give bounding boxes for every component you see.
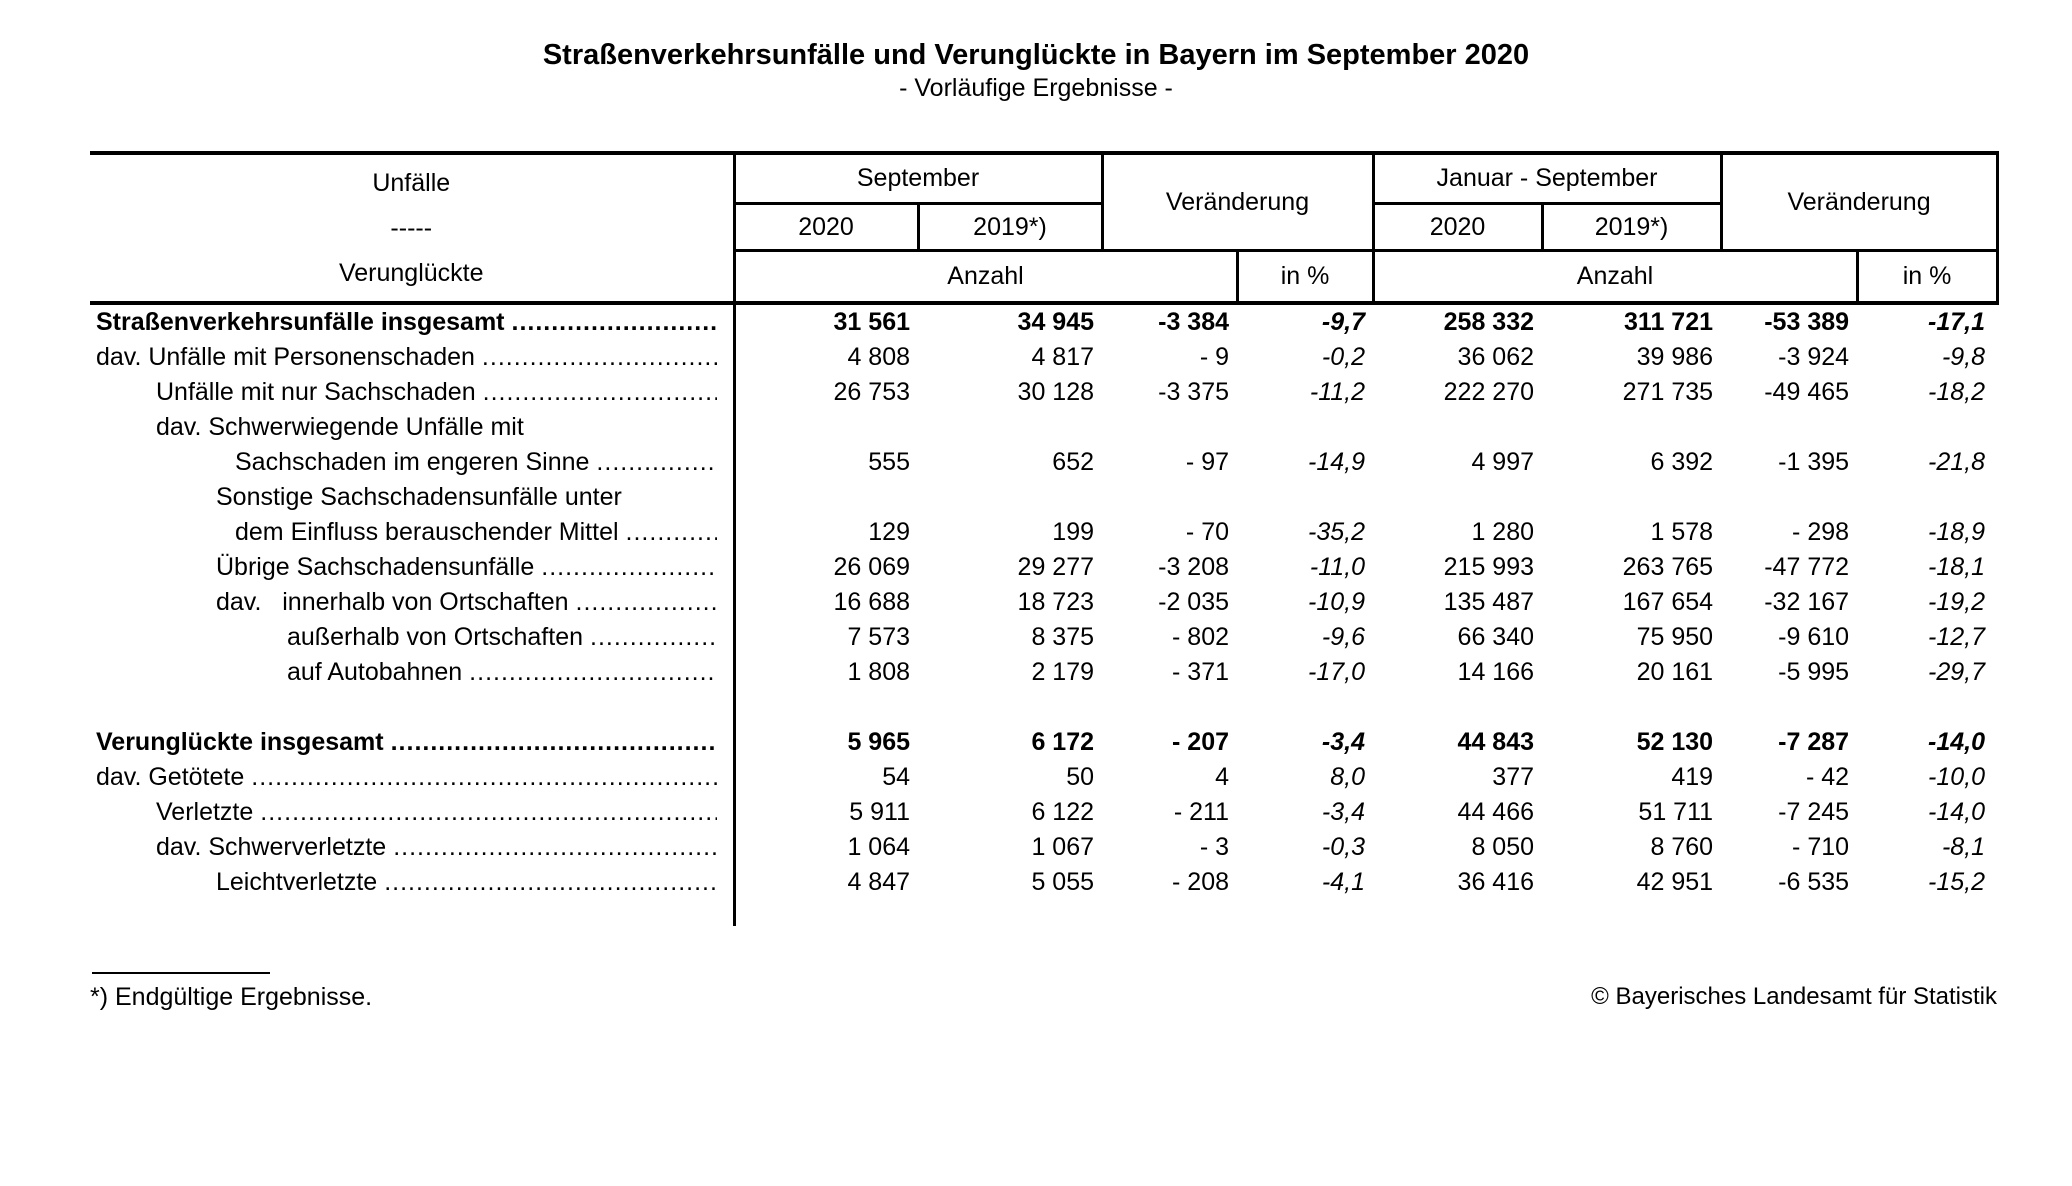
dot-leader — [482, 343, 717, 372]
value-cell: -3 375 — [1158, 378, 1230, 406]
dot-leader — [384, 868, 716, 897]
value-cell: -9 610 — [1778, 623, 1850, 651]
value-cell: 52 130 — [1636, 728, 1714, 756]
value-cell: - 3 — [1199, 833, 1230, 861]
header-september: September — [734, 153, 1102, 204]
value-cell: -5 995 — [1778, 658, 1850, 686]
value-cell: 8 375 — [1031, 623, 1095, 651]
dot-leader — [576, 588, 717, 617]
value-cell: 18 723 — [1017, 588, 1095, 616]
value-cell: 1 067 — [1031, 833, 1095, 861]
value-cell — [1721, 480, 1857, 515]
value-cell: 30 128 — [1017, 378, 1095, 406]
value-cell: -10,0 — [1928, 763, 1986, 791]
footnote-text: *) Endgültige Ergebnisse. — [90, 983, 373, 1011]
header-change-januar-september: Veränderung — [1721, 153, 1997, 251]
value-cell: - 97 — [1185, 448, 1230, 476]
header-januar-september: Januar - September — [1373, 153, 1721, 204]
value-cell — [1721, 690, 1857, 725]
value-cell: 4 847 — [734, 865, 918, 900]
table-row — [90, 480, 1997, 515]
value-cell: 29 277 — [1017, 553, 1095, 581]
header-anzahl-js: Anzahl — [1373, 251, 1857, 304]
row-label — [90, 830, 734, 865]
row-label-text: auf Autobahnen — [287, 658, 463, 686]
header-year-2020-sep: 2020 — [734, 204, 918, 251]
value-cell: 51 711 — [1638, 798, 1714, 826]
value-cell: -53 389 — [1764, 308, 1850, 336]
value-cell: 5 055 — [1031, 868, 1095, 896]
value-cell: 6 172 — [1031, 728, 1095, 756]
row-label — [90, 655, 734, 690]
row-label — [90, 620, 734, 655]
value-cell: -9,8 — [1941, 343, 1986, 371]
value-cell: -17,1 — [1928, 308, 1986, 336]
value-cell: - 208 — [1172, 868, 1230, 896]
value-cell: -47 772 — [1764, 553, 1850, 581]
value-cell: 8 050 — [1471, 833, 1535, 861]
value-cell: - 207 — [1172, 728, 1230, 756]
value-cell — [1721, 410, 1857, 445]
value-cell: -17,0 — [1308, 658, 1366, 686]
row-label — [90, 410, 734, 445]
value-cell: 129 — [734, 515, 918, 550]
value-cell: 419 — [1671, 763, 1714, 791]
value-cell: - 802 — [1172, 623, 1230, 651]
dot-leader — [590, 623, 717, 652]
value-cell: - 371 — [1172, 658, 1230, 686]
value-cell: -4,1 — [1321, 868, 1366, 896]
value-cell — [918, 410, 1102, 445]
value-cell — [734, 480, 918, 515]
value-cell: - 42 — [1805, 763, 1850, 791]
row-label-text: dav. Getötete — [96, 763, 245, 791]
value-cell: 31 561 — [734, 303, 918, 340]
dot-leader — [391, 728, 717, 757]
value-cell: -18,2 — [1928, 378, 1986, 406]
value-cell: - 298 — [1792, 518, 1850, 546]
value-cell: 311 721 — [1624, 308, 1714, 336]
value-cell — [734, 900, 918, 926]
value-cell: - 211 — [1173, 798, 1230, 826]
row-label-text: Straßenverkehrsunfälle insgesamt — [96, 308, 505, 336]
value-cell: 4 997 — [1471, 448, 1535, 476]
value-cell: -18,9 — [1928, 518, 1986, 546]
value-cell — [1857, 410, 1997, 445]
header-year-2020-js: 2020 — [1373, 204, 1542, 251]
footer — [90, 926, 1997, 1012]
stub-line-unfaelle: Unfälle — [372, 168, 451, 197]
dot-leader — [512, 308, 717, 337]
value-cell: -14,9 — [1308, 448, 1366, 476]
header-year-2019-js: 2019*) — [1542, 204, 1721, 251]
row-label — [90, 795, 734, 830]
value-cell: 6 122 — [1031, 798, 1095, 826]
value-cell: 222 270 — [1443, 378, 1535, 406]
value-cell: 42 951 — [1636, 868, 1714, 896]
value-cell: -21,8 — [1928, 448, 1986, 476]
value-cell: 16 688 — [734, 585, 918, 620]
value-cell — [734, 690, 918, 725]
table-row — [90, 375, 1997, 410]
value-cell: 50 — [1066, 763, 1095, 791]
value-cell: 8 760 — [1650, 833, 1714, 861]
value-cell — [1373, 410, 1542, 445]
footnote-rule — [92, 972, 270, 974]
value-cell — [1373, 690, 1542, 725]
table-row — [90, 795, 1997, 830]
value-cell — [918, 480, 1102, 515]
value-cell: 215 993 — [1443, 553, 1535, 581]
value-cell: -8,1 — [1941, 833, 1986, 861]
row-label-text: dav. innerhalb von Ortschaften — [216, 588, 569, 616]
value-cell — [1102, 690, 1237, 725]
value-cell: - 70 — [1185, 518, 1230, 546]
header-year-2019-sep: 2019*) — [918, 204, 1102, 251]
row-label — [90, 585, 734, 620]
value-cell — [1857, 900, 1997, 926]
value-cell: 34 945 — [1017, 308, 1095, 336]
row-label-text: Verletzte — [156, 798, 254, 826]
copyright-text: © Bayerisches Landesamt für Statistik — [1591, 983, 1997, 1010]
value-cell — [1373, 900, 1542, 926]
value-cell: -29,7 — [1928, 658, 1986, 686]
value-cell: 44 843 — [1457, 728, 1535, 756]
value-cell: -3 208 — [1158, 553, 1230, 581]
value-cell: 4 817 — [1031, 343, 1095, 371]
dot-leader — [251, 763, 716, 792]
value-cell: 8,0 — [1330, 763, 1366, 791]
value-cell — [1102, 410, 1237, 445]
value-cell: 1 808 — [734, 655, 918, 690]
row-label-text: außerhalb von Ortschaften — [287, 623, 583, 651]
header-pct-sep: in % — [1237, 251, 1373, 304]
table-row — [90, 725, 1997, 760]
value-cell — [1542, 690, 1721, 725]
value-cell: 135 487 — [1443, 588, 1535, 616]
row-label — [90, 375, 734, 410]
value-cell — [1373, 480, 1542, 515]
stub-line-verungglueckte: Verunglückte — [338, 258, 484, 287]
stats-table — [90, 151, 1999, 926]
value-cell — [1542, 900, 1721, 926]
value-cell: 26 753 — [734, 375, 918, 410]
value-cell: 66 340 — [1457, 623, 1535, 651]
value-cell: - 710 — [1792, 833, 1850, 861]
value-cell: 652 — [1052, 448, 1095, 476]
footnote-block — [90, 926, 372, 1012]
value-cell: -15,2 — [1928, 868, 1986, 896]
value-cell — [918, 690, 1102, 725]
value-cell: 5 911 — [734, 795, 918, 830]
value-cell: -3 384 — [1158, 308, 1230, 336]
value-cell: -19,2 — [1928, 588, 1986, 616]
dot-leader — [483, 378, 717, 407]
row-label — [90, 900, 734, 926]
value-cell: 26 069 — [734, 550, 918, 585]
table-row — [90, 445, 1997, 480]
value-cell: 1 578 — [1650, 518, 1714, 546]
value-cell — [1542, 410, 1721, 445]
row-label-text: Übrige Sachschadensunfälle — [216, 553, 535, 581]
value-cell — [1237, 410, 1373, 445]
value-cell: -14,0 — [1928, 798, 1986, 826]
spacer-row — [90, 900, 1997, 926]
value-cell: 14 166 — [1457, 658, 1535, 686]
row-label-text: Leichtverletzte — [216, 868, 378, 896]
row-label-text: dav. Schwerwiegende Unfälle mit — [156, 413, 524, 441]
value-cell: -18,1 — [1928, 553, 1986, 581]
row-label-text: Sonstige Sachschadensunfälle unter — [216, 483, 622, 511]
value-cell: -1 395 — [1778, 448, 1850, 476]
value-cell: - 9 — [1199, 343, 1230, 371]
row-label — [90, 340, 734, 375]
value-cell — [1857, 480, 1997, 515]
row-label — [90, 690, 734, 725]
header-change-september: Veränderung — [1102, 153, 1373, 251]
table-row — [90, 410, 1997, 445]
table-header — [90, 153, 1997, 303]
stub-header — [90, 153, 734, 303]
value-cell: 4 808 — [734, 340, 918, 375]
row-label — [90, 515, 734, 550]
value-cell — [1857, 690, 1997, 725]
value-cell: 263 765 — [1622, 553, 1714, 581]
value-cell: -49 465 — [1764, 378, 1850, 406]
value-cell: 20 161 — [1636, 658, 1714, 686]
value-cell: -14,0 — [1928, 728, 1986, 756]
stub-line-divider: ----- — [390, 213, 433, 242]
dot-leader — [626, 518, 717, 547]
row-label — [90, 480, 734, 515]
table-row — [90, 303, 1997, 340]
row-label-text: dav. Schwerverletzte — [156, 833, 387, 861]
value-cell: 44 466 — [1457, 798, 1535, 826]
table-row — [90, 515, 1997, 550]
value-cell — [1237, 480, 1373, 515]
value-cell: -2 035 — [1158, 588, 1230, 616]
header-pct-js: in % — [1857, 251, 1997, 304]
value-cell: 2 179 — [1031, 658, 1095, 686]
value-cell: 4 — [1215, 763, 1230, 791]
value-cell: -7 287 — [1778, 728, 1850, 756]
spacer-row — [90, 690, 1997, 725]
value-cell: 36 062 — [1457, 343, 1535, 371]
value-cell: -0,3 — [1321, 833, 1366, 861]
value-cell: 377 — [1492, 763, 1535, 791]
value-cell: 1 280 — [1471, 518, 1535, 546]
value-cell: 6 392 — [1650, 448, 1714, 476]
dot-leader — [393, 833, 716, 862]
row-label — [90, 550, 734, 585]
value-cell: -11,2 — [1309, 378, 1366, 406]
value-cell: 75 950 — [1636, 623, 1714, 651]
row-label — [90, 445, 734, 480]
value-cell: 54 — [734, 760, 918, 795]
row-label-text: dem Einfluss berauschender Mittel — [235, 518, 619, 546]
dot-leader — [469, 658, 716, 687]
value-cell — [1237, 690, 1373, 725]
table-row — [90, 620, 1997, 655]
row-label-text: Verunglückte insgesamt — [96, 728, 384, 756]
dot-leader — [260, 798, 716, 827]
row-label — [90, 865, 734, 900]
row-label — [90, 725, 734, 760]
value-cell: 5 965 — [734, 725, 918, 760]
row-label-text: dav. Unfälle mit Personenschaden — [96, 343, 475, 371]
table-row — [90, 865, 1997, 900]
value-cell: -32 167 — [1764, 588, 1850, 616]
value-cell: -11,0 — [1309, 553, 1366, 581]
row-label — [90, 303, 734, 340]
value-cell: 1 064 — [734, 830, 918, 865]
row-label — [90, 760, 734, 795]
value-cell — [918, 900, 1102, 926]
value-cell: -9,6 — [1321, 623, 1366, 651]
header-anzahl-sep: Anzahl — [734, 251, 1237, 304]
table-row — [90, 760, 1997, 795]
table-row — [90, 655, 1997, 690]
row-label-text: Unfälle mit nur Sachschaden — [156, 378, 476, 406]
table-body — [90, 303, 1997, 926]
value-cell — [1542, 480, 1721, 515]
value-cell: -6 535 — [1778, 868, 1850, 896]
value-cell: 39 986 — [1636, 343, 1714, 371]
value-cell — [734, 410, 918, 445]
dot-leader — [596, 448, 716, 477]
value-cell: -3,4 — [1321, 728, 1366, 756]
value-cell — [1102, 480, 1237, 515]
table-row — [90, 340, 1997, 375]
value-cell: 555 — [734, 445, 918, 480]
dot-leader — [541, 553, 716, 582]
value-cell: -12,7 — [1928, 623, 1986, 651]
table-row — [90, 585, 1997, 620]
value-cell: 7 573 — [734, 620, 918, 655]
value-cell — [1237, 900, 1373, 926]
value-cell: 271 735 — [1622, 378, 1714, 406]
value-cell: -0,2 — [1321, 343, 1366, 371]
page-title: Straßenverkehrsunfälle und Verunglückte in Bayern im September 2020 — [542, 39, 1530, 71]
value-cell: -7 245 — [1778, 798, 1850, 826]
row-label-text: Sachschaden im engeren Sinne — [235, 448, 590, 476]
value-cell — [1721, 900, 1857, 926]
value-cell — [1102, 900, 1237, 926]
page-subtitle: - Vorläufige Ergebnisse - — [899, 74, 1173, 102]
value-cell: 36 416 — [1457, 868, 1535, 896]
value-cell: 167 654 — [1622, 588, 1714, 616]
value-cell: -35,2 — [1308, 518, 1366, 546]
value-cell: 258 332 — [1443, 308, 1535, 336]
value-cell: -10,9 — [1308, 588, 1366, 616]
value-cell: -3,4 — [1321, 798, 1366, 826]
value-cell: 199 — [1052, 518, 1095, 546]
value-cell: -9,7 — [1321, 308, 1366, 336]
value-cell: -3 924 — [1778, 343, 1850, 371]
table-row — [90, 830, 1997, 865]
table-row — [90, 550, 1997, 585]
